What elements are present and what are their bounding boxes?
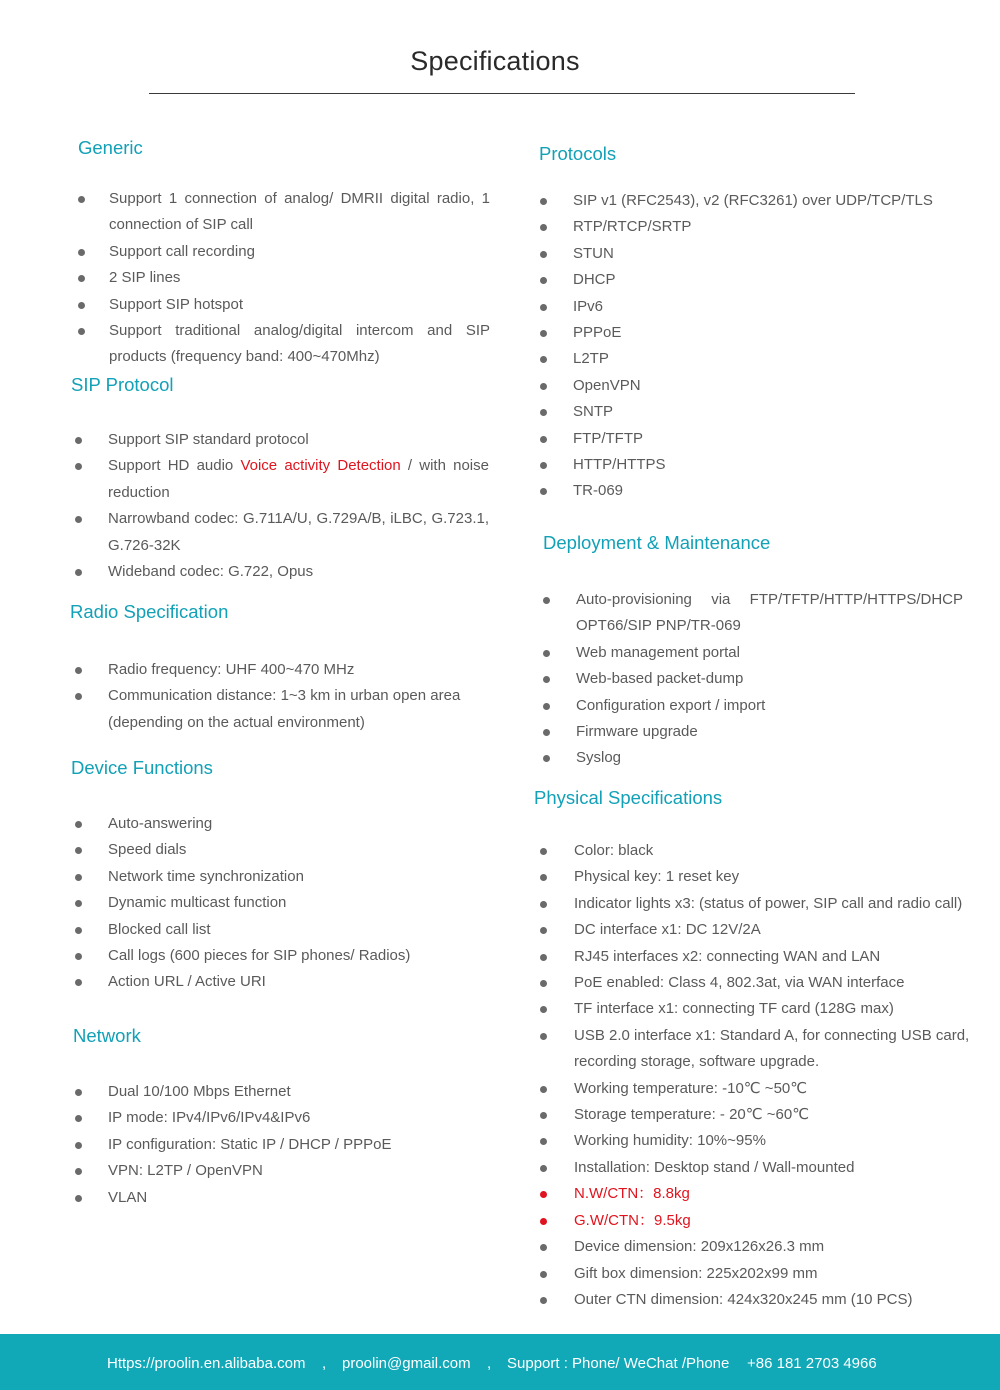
list-item: DC interface x1: DC 12V/2A (574, 917, 974, 943)
footer-bar (0, 1334, 1000, 1390)
section-deployment (543, 532, 963, 772)
list-item: Call logs (600 pieces for SIP phones/ Radios) (108, 943, 491, 969)
section-title-device-functions: Device Functions (71, 757, 213, 778)
list-item: HTTP/HTTPS (573, 452, 969, 478)
list-item: Communication distance: 1~3 km in urban open area (depending on the actual environment) (108, 683, 490, 736)
list-item: Indicator lights x3: (status of power, SIP call and radio call) (574, 891, 974, 917)
list-item: Network time synchronization (108, 864, 491, 890)
list-item: TR-069 (573, 478, 969, 504)
list-item: TF interface x1: connecting TF card (128G max) (574, 996, 974, 1022)
list-item: Installation: Desktop stand / Wall-mounted (574, 1155, 974, 1181)
section-physical (534, 787, 974, 1313)
list-item: SNTP (573, 399, 969, 425)
list-item: RTP/RTCP/SRTP (573, 214, 969, 240)
list-item: Physical key: 1 reset key (574, 864, 974, 890)
list-item: Working humidity: 10%~95% (574, 1128, 974, 1154)
list-item: 2 SIP lines (109, 265, 490, 291)
list-item: Configuration export / import (576, 693, 963, 719)
list-item-net-weight: N.W/CTN：8.8kg (574, 1181, 974, 1207)
footer-phone-number[interactable]: +86 181 2703 4966 (747, 1355, 877, 1372)
list-item: SIP v1 (RFC2543), v2 (RFC3261) over UDP/TCP/TLS (573, 188, 969, 214)
list-item: Web management portal (576, 640, 963, 666)
list-item: Syslog (576, 745, 963, 771)
list-item: Radio frequency: UHF 400~470 MHz (108, 657, 490, 683)
section-title-radio: Radio Specification (70, 601, 229, 622)
list-item: Support traditional analog/digital intercom and SIP products (frequency band: 400~470Mhz) (109, 318, 490, 371)
footer-website-link[interactable]: Https://proolin.en.alibaba.com (107, 1355, 306, 1372)
list-item: Storage temperature: - 20℃ ~60℃ (574, 1102, 974, 1128)
section-title-physical: Physical Specifications (534, 787, 723, 808)
section-title-generic: Generic (78, 137, 143, 158)
list-item-gross-weight: G.W/CTN：9.5kg (574, 1208, 974, 1234)
list-item: Wideband codec: G.722, Opus (108, 559, 489, 585)
list-item: Speed dials (108, 837, 491, 863)
list-item: Working temperature: -10℃ ~50℃ (574, 1076, 974, 1102)
list-item: Dual 10/100 Mbps Ethernet (108, 1079, 493, 1105)
list-item: IP configuration: Static IP / DHCP / PPPoE (108, 1132, 493, 1158)
list-item: Blocked call list (108, 917, 491, 943)
section-sip-protocol (71, 374, 489, 585)
list-item: VLAN (108, 1185, 493, 1211)
list-item: DHCP (573, 267, 969, 293)
list-item: USB 2.0 interface x1: Standard A, for connecting USB card, recording storage, software upgrade. (574, 1023, 974, 1076)
list-item: Firmware upgrade (576, 719, 963, 745)
list-item: VPN: L2TP / OpenVPN (108, 1158, 493, 1184)
footer-support-label: Support : Phone/ WeChat /Phone (507, 1355, 730, 1372)
list-item: L2TP (573, 346, 969, 372)
list-item: IP mode: IPv4/IPv6/IPv4&IPv6 (108, 1105, 493, 1131)
list-item: PPPoE (573, 320, 969, 346)
page-title: Specifications (410, 46, 580, 76)
list-item: FTP/TFTP (573, 426, 969, 452)
list-item: Support 1 connection of analog/ DMRII digital radio, 1 connection of SIP call (109, 186, 490, 239)
list-item: Auto-answering (108, 811, 491, 837)
highlight-text: Voice activity Detection (240, 457, 401, 475)
section-protocols (539, 143, 969, 505)
list-item: STUN (573, 241, 969, 267)
list-item: Action URL / Active URI (108, 969, 491, 995)
section-title-network: Network (73, 1025, 141, 1046)
section-device-functions (71, 757, 491, 996)
list-item: Support SIP standard protocol (108, 427, 489, 453)
list-item: Support SIP hotspot (109, 292, 490, 318)
list-item: Color: black (574, 838, 974, 864)
list-item: IPv6 (573, 294, 969, 320)
list-item: OpenVPN (573, 373, 969, 399)
footer-separator: , (322, 1355, 327, 1372)
list-item-vad: Support HD audio Voice activity Detection / with noise reduction (108, 453, 489, 506)
footer-email-link[interactable]: proolin@gmail.com (342, 1355, 471, 1372)
section-generic (78, 137, 490, 371)
section-title-deployment: Deployment & Maintenance (543, 532, 771, 553)
section-network (73, 1025, 493, 1211)
list-item: Device dimension: 209x126x26.3 mm (574, 1234, 974, 1260)
section-title-sip-protocol: SIP Protocol (71, 374, 174, 395)
list-item: Auto-provisioning via FTP/TFTP/HTTP/HTTPS/DHCP OPT66/SIP PNP/TR-069 (576, 587, 963, 640)
list-item: Dynamic multicast function (108, 890, 491, 916)
list-item: Support call recording (109, 239, 490, 265)
list-item: Narrowband codec: G.711A/U, G.729A/B, iLBC, G.723.1, G.726-32K (108, 506, 489, 559)
section-title-protocols: Protocols (539, 143, 617, 164)
title-divider (149, 93, 855, 94)
section-radio (70, 601, 490, 736)
list-item: Web-based packet-dump (576, 666, 963, 692)
list-item: Outer CTN dimension: 424x320x245 mm (10 PCS) (574, 1287, 974, 1313)
list-item: PoE enabled: Class 4, 802.3at, via WAN interface (574, 970, 974, 996)
list-item: RJ45 interfaces x2: connecting WAN and LAN (574, 944, 974, 970)
list-item: Gift box dimension: 225x202x99 mm (574, 1261, 974, 1287)
footer-separator: , (487, 1355, 492, 1372)
